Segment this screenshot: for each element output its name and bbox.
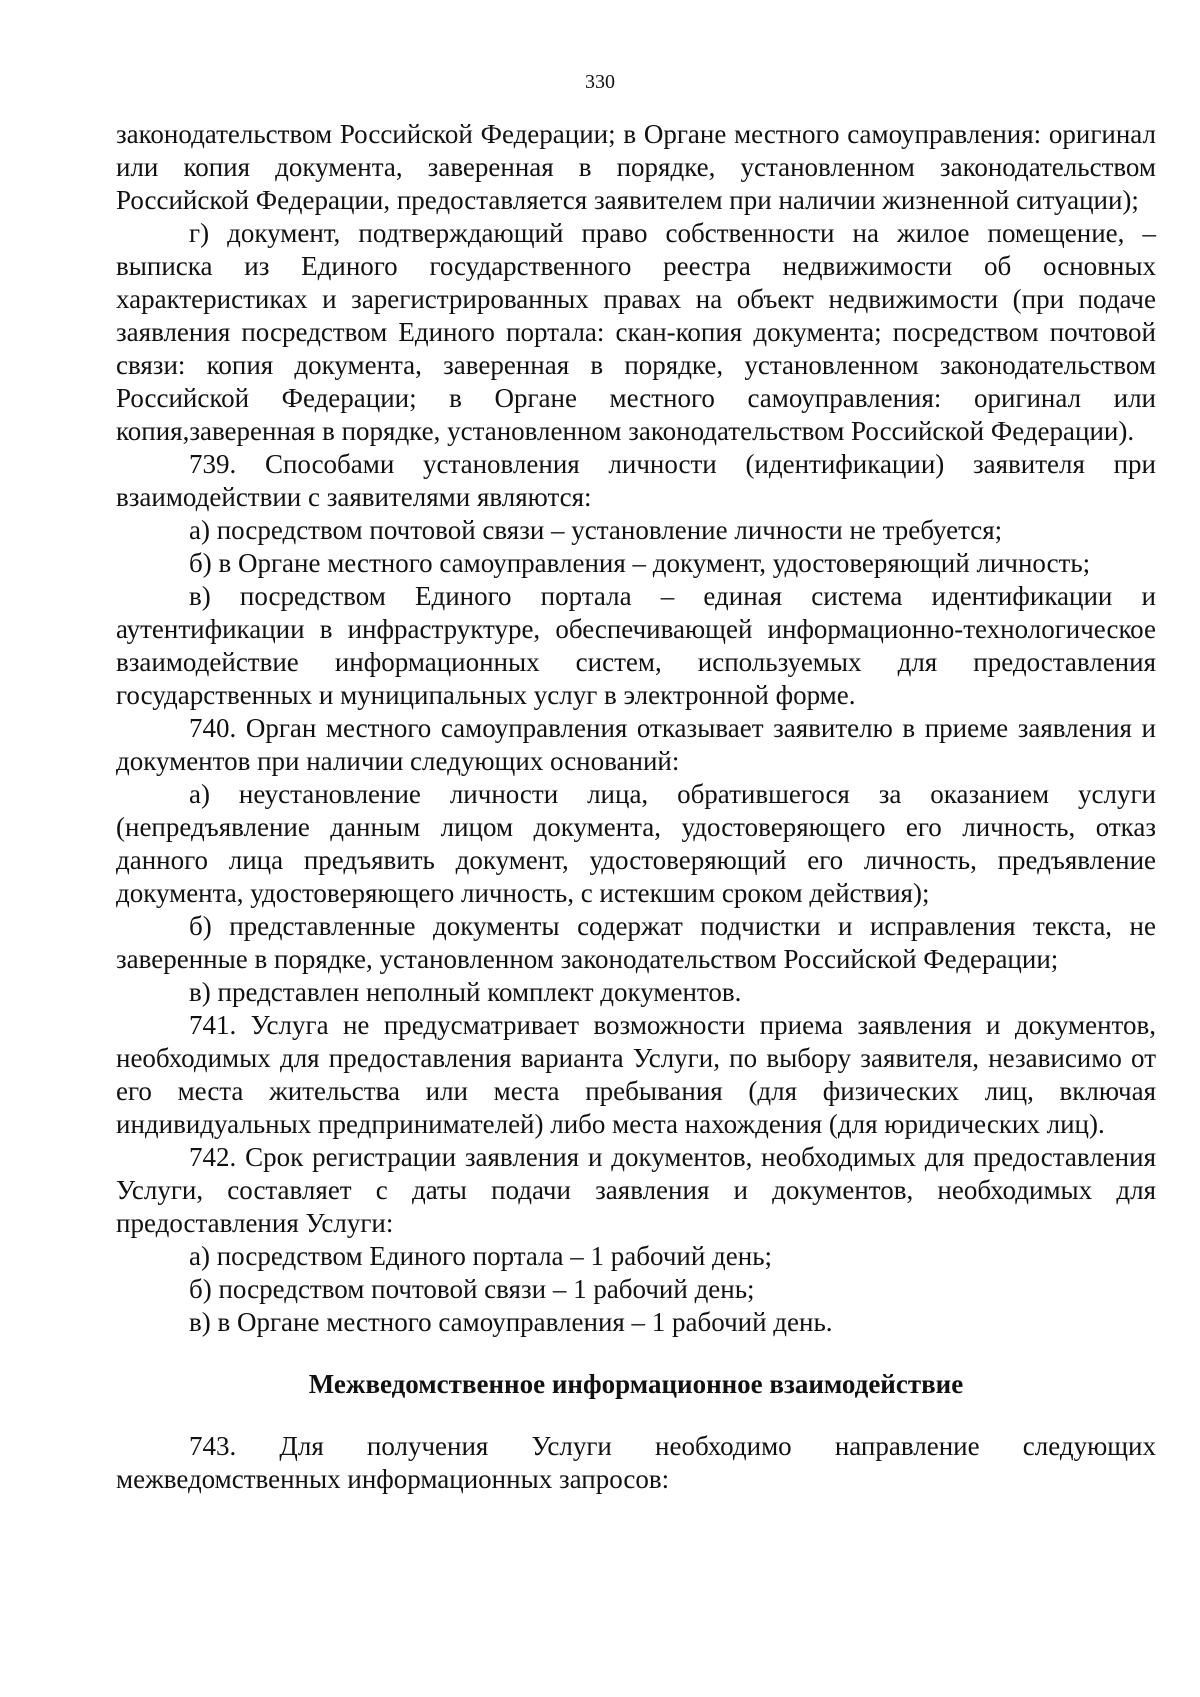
paragraph-741: 741. Услуга не предусматривает возможности приема заявления и документов, необходимых для предоставления варианта Услуги, по выбору заявителя, независимо от его места жительства или места пребывания (для физических лиц, включая индивидуальных предпринимателей) либо места нахождения (для юридических лиц).	[116, 1010, 1156, 1139]
paragraph-740: 740. Орган местного самоуправления отказывает заявителю в приеме заявления и документов при наличии следующих оснований:	[116, 713, 1156, 776]
paragraph-740-a: а) неустановление личности лица, обратившегося за оказанием услуги (непредъявление данным лицом документа, удостоверяющего его личность, отказ данного лица предъявить документ, удостоверяющий его личность, предъявление документа, удостоверяющего личность, с истекшим сроком действия);	[116, 779, 1156, 908]
paragraph-continuation: законодательством Российской Федерации; в Органе местного самоуправления: оригинал или копия документа, заверенная в порядке, установленном законодательством Российской Федерации, предоставляется заявителем при наличии жизненной ситуации);	[116, 119, 1156, 215]
paragraph-739-a: а) посредством почтовой связи – установление личности не требуется;	[189, 515, 1003, 545]
paragraph-742-b: б) посредством почтовой связи – 1 рабочий день;	[189, 1274, 755, 1304]
paragraph-742-a: а) посредством Единого портала – 1 рабочий день;	[189, 1241, 773, 1271]
paragraph-743: 743. Для получения Услуги необходимо направление следующих межведомственных информационных запросов:	[116, 1431, 1156, 1494]
document-body	[116, 118, 1156, 1496]
paragraph-740-b: б) представленные документы содержат подчистки и исправления текста, не заверенные в порядке, установленном законодательством Российской Федерации;	[116, 911, 1156, 974]
paragraph-739-v: в) посредством Единого портала – единая система идентификации и аутентификации в инфраструктуре, обеспечивающей информационно-технологическое взаимодействие информационных систем, используемых для предоставления государственных и муниципальных услуг в электронной форме.	[116, 581, 1156, 710]
paragraph-740-v: в) представлен неполный комплект документов.	[189, 977, 742, 1007]
paragraph-742-v: в) в Органе местного самоуправления – 1 рабочий день.	[189, 1307, 833, 1337]
section-heading: Межведомственное информационное взаимодействие	[308, 1369, 964, 1399]
page-number: 330	[585, 71, 615, 93]
paragraph-742: 742. Срок регистрации заявления и документов, необходимых для предоставления Услуги, составляет с даты подачи заявления и документов, необходимых для предоставления Услуги:	[116, 1142, 1156, 1238]
paragraph-739-b: б) в Органе местного самоуправления – документ, удостоверяющий личность;	[189, 548, 1091, 578]
paragraph-item-g: г) документ, подтверждающий право собственности на жилое помещение, – выписка из Единого государственного реестра недвижимости об основных характеристиках и зарегистрированных правах на объект недвижимости (при подаче заявления посредством Единого портала: скан-копия документа; посредством почтовой связи: копия документа, заверенная в порядке, установленном законодательством Российской Федерации; в Органе местного самоуправления: оригинал или копия,заверенная в порядке, установленном законодательством Российской Федерации).	[116, 218, 1156, 446]
paragraph-739: 739. Способами установления личности (идентификации) заявителя при взаимодействии с заявителями являются:	[116, 449, 1156, 512]
